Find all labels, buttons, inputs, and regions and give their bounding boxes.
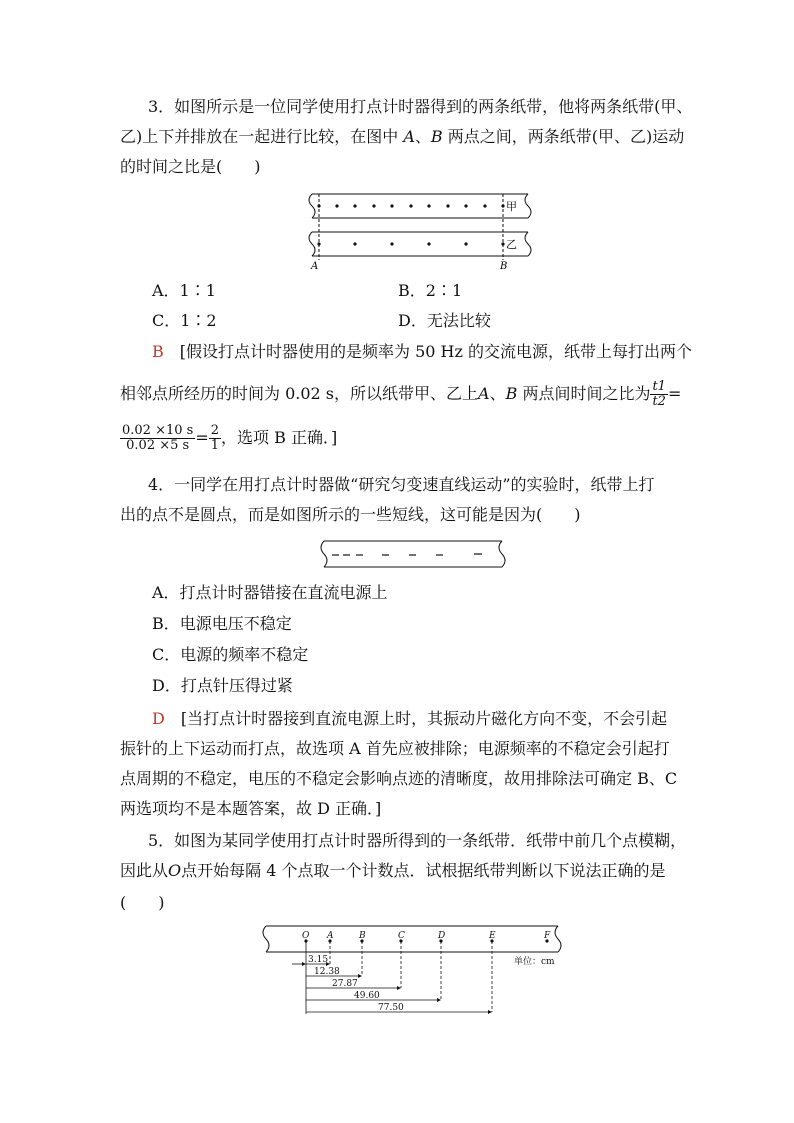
- q3-stem-line1: 3．如图所示是一位同学使用打点计时器得到的两条纸带，他将两条纸带(甲、: [148, 97, 693, 116]
- dist-od: 49.60: [354, 991, 380, 1001]
- q4-option-c[interactable]: C．电源的频率不稳定: [152, 645, 309, 664]
- q4-answer-line4: 两选项均不是本题答案，故 D 正确．]: [120, 799, 382, 818]
- q4-option-d[interactable]: D．打点针压得过紧: [152, 676, 293, 695]
- q5-stem-line3: ( ): [120, 893, 165, 912]
- q4-answer-line2: 振针的上下运动而打点，故选项 A 首先应被排除；电源频率的不稳定会引起打: [120, 739, 670, 758]
- dist-ob: 12.38: [314, 967, 340, 977]
- q5-stem-line2: 因此从O点开始每隔 4 个点取一个计数点．试根据纸带判断以下说法正确的是: [120, 861, 666, 880]
- dist-oc: 27.87: [332, 979, 358, 989]
- q3-option-c[interactable]: C．1∶2: [152, 311, 217, 330]
- dist-oe: 77.50: [378, 1003, 404, 1013]
- tape-point-d: D: [438, 931, 446, 941]
- q3-stem-line3: 的时间之比是( ): [120, 157, 261, 176]
- tape-label-top: 甲: [506, 200, 517, 213]
- q4-stem-line1: 4．一同学在用打点计时器做“研究匀变速直线运动”的实验时，纸带上打: [148, 475, 655, 494]
- q3-answer-line1: B [假设打点计时器使用的是频率为 50 Hz 的交流电源，纸带上每打出两个: [152, 342, 693, 361]
- q4-tape-figure: [316, 538, 510, 570]
- tape-point-f: F: [544, 931, 551, 941]
- tape-point-a: A: [327, 931, 334, 941]
- tape-point-c: C: [398, 931, 405, 941]
- q4-stem-line2: 出的点不是圆点，而是如图所示的一些短线，这可能是因为( ): [120, 505, 581, 524]
- tape-point-o: O: [302, 931, 310, 941]
- q5-tape-figure: [256, 924, 568, 1016]
- q3-stem-line2: 乙)上下并排放在一起进行比较，在图中 A、B 两点之间，两条纸带(甲、乙)运动: [120, 127, 685, 146]
- point-label-a: A: [311, 261, 319, 272]
- tape-point-e: E: [489, 931, 496, 941]
- q3-tape-figure: [300, 190, 540, 272]
- tape-label-bottom: 乙: [506, 238, 517, 251]
- dist-oa: 3.15: [308, 955, 329, 965]
- q4-answer-line3: 点周期的不稳定，电压的不稳定会影响点迹的清晰度，故用排除法可确定 B、C: [120, 769, 678, 788]
- q4-option-b[interactable]: B．电源电压不稳定: [152, 614, 292, 633]
- q3-option-b[interactable]: B．2∶1: [398, 281, 463, 300]
- q3-answer-line3: $\frac{0.02 \times 10 s}{0.02 \times 5 s}$ = $\frac{2}{1}$ ，选项 B 正确．]: [122, 423, 338, 453]
- q4-answer: D: [152, 709, 165, 728]
- q4-option-a[interactable]: A．打点计时器错接在直流电源上: [152, 583, 388, 602]
- q3-option-a[interactable]: A．1∶1: [152, 281, 216, 300]
- q3-option-d[interactable]: D．无法比较: [398, 311, 491, 330]
- tape-point-b: B: [359, 931, 366, 941]
- point-label-b: B: [500, 261, 508, 272]
- q3-answer: B: [152, 342, 164, 361]
- q5-stem-line1: 5．如图为某同学使用打点计时器所得到的一条纸带．纸带中前几个点模糊，: [148, 831, 687, 850]
- q3-answer-line2: 相邻点所经历的时间为 0.02 s，所以纸带甲、乙上A、B 两点间时间之比为 $\frac{t1}{t2}$ =: [120, 379, 682, 409]
- unit-label: 单位：cm: [514, 957, 555, 967]
- q4-answer-line1: D [当打点计时器接到直流电源上时，其振动片磁化方向不变，不会引起: [152, 709, 668, 728]
